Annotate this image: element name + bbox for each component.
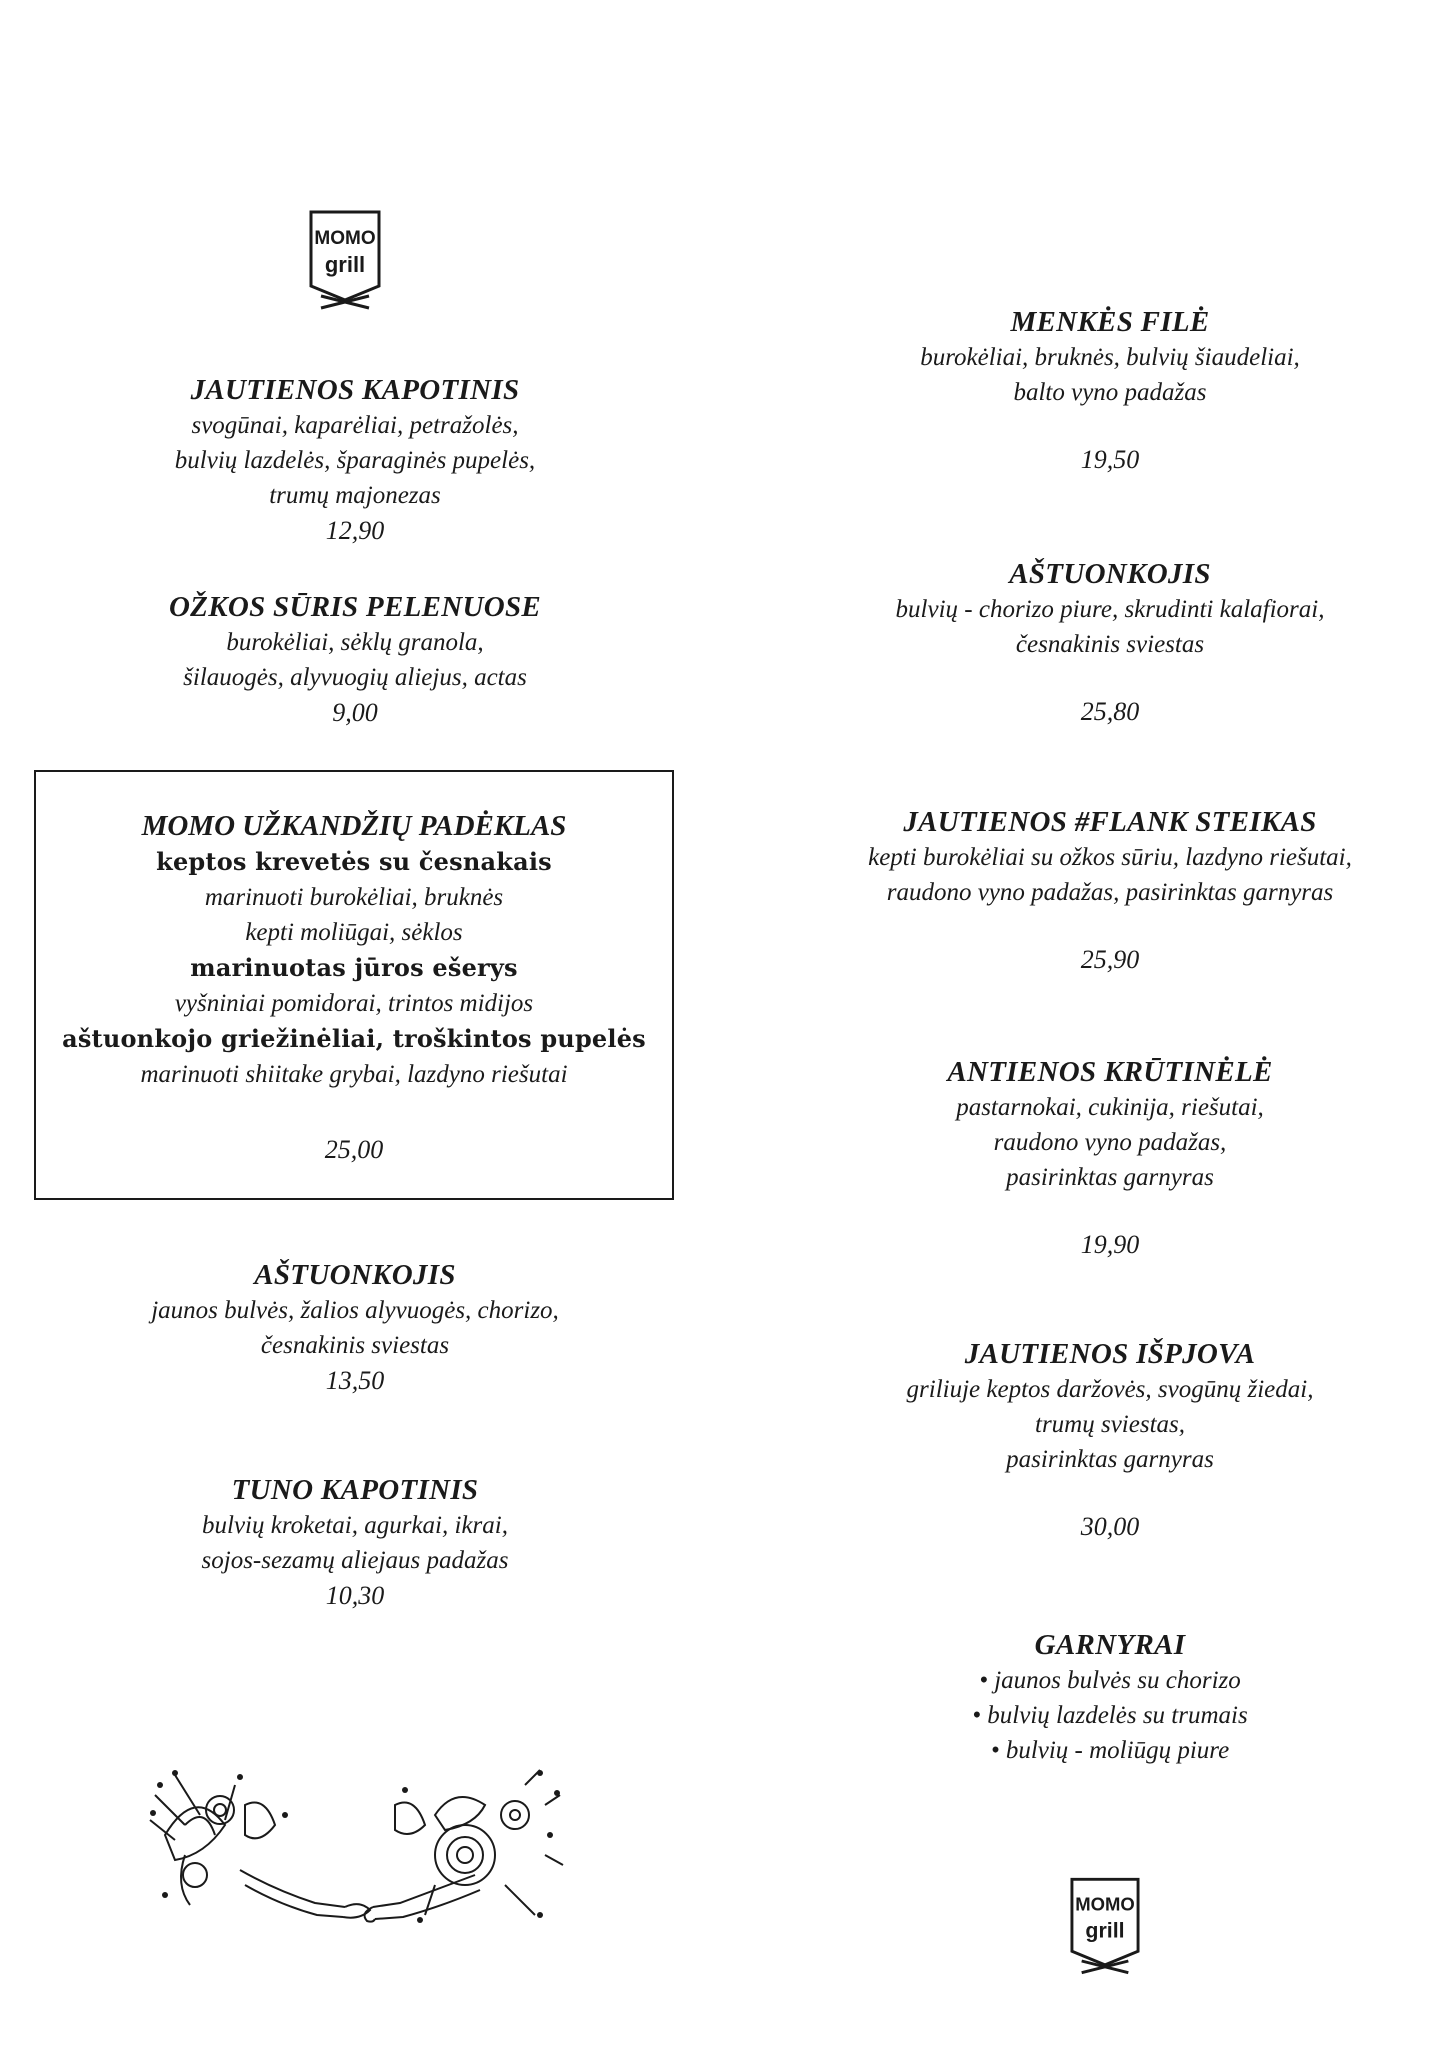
momo-grill-logo-top: [309, 210, 381, 310]
dish-price: 25,80: [1080, 697, 1140, 726]
dish-description: griliuje keptos daržovės, svogūnų žiedai, trumų sviestas, pasirinktas garnyras: [906, 1376, 1314, 1473]
dish-description: bulvių - chorizo piure, skrudinti kalafiorai, česnakinis sviestas: [895, 596, 1325, 658]
platter-item-description: kepti moliūgai, sėklos: [245, 919, 463, 946]
platter-item-description: marinuoti shiitake grybai, lazdyno riešutai: [140, 1061, 568, 1088]
platter-items: [36, 844, 672, 1092]
momo-grill-logo-bottom: [1070, 1877, 1140, 1975]
dish-menkes-file: [840, 304, 1380, 478]
logo-badge-icon: [309, 210, 381, 310]
sides-title: GARNYRAI: [1034, 1629, 1186, 1661]
sides-section: [840, 1627, 1380, 1768]
dish-description: svogūnai, kaparėliai, petražolės, bulvių lazdelės, šparaginės pupelės, trumų majonezas: [174, 412, 536, 509]
dish-name: JAUTIENOS #FLANK STEIKAS: [903, 806, 1317, 838]
dish-description: burokėliai, sėklų granola, šilauogės, alyvuogių aliejus, actas: [183, 629, 527, 691]
dish-description: kepti burokėliai su ožkos sūriu, lazdyno riešutai, raudono vyno padažas, pasirinktas garnyras: [868, 844, 1352, 906]
dish-price: 10,30: [325, 1581, 385, 1610]
sides-list: [840, 1663, 1380, 1768]
dish-ozkos-suris: [90, 589, 620, 731]
dish-description: pastarnokai, cukinija, riešutai, raudono vyno padažas, pasirinktas garnyras: [956, 1094, 1264, 1191]
logo-badge-icon: [1070, 1877, 1140, 1975]
dish-name: AŠTUONKOJIS: [1009, 558, 1211, 590]
dish-jautienos-ispjova: [840, 1336, 1380, 1545]
dish-price: 30,00: [1080, 1512, 1140, 1541]
dish-price: 13,50: [325, 1366, 385, 1395]
platter-item-description: marinuoti burokėliai, bruknės: [204, 884, 504, 911]
dish-price: 19,50: [1080, 445, 1140, 474]
dish-jautienos-kapotinis: [90, 372, 620, 549]
platter-title: MOMO UŽKANDŽIŲ PADĖKLAS: [141, 810, 567, 842]
dish-description: burokėliai, bruknės, bulvių šiaudeliai, balto vyno padažas: [920, 344, 1300, 406]
platter-item-description: vyšniniai pomidorai, trintos midijos: [174, 990, 534, 1017]
platter-item-name: marinuotas jūros ešerys: [190, 953, 518, 982]
list-item: • bulvių lazdelės su trumais: [972, 1702, 1248, 1729]
dish-price: 19,90: [1080, 1230, 1140, 1259]
floral-hands-illustration: [145, 1765, 565, 1935]
svg-text:MOMO: MOMO: [314, 228, 376, 249]
dish-name: TUNO KAPOTINIS: [231, 1474, 479, 1506]
dish-price: 12,90: [325, 516, 385, 545]
platter-item-name: keptos krevetės su česnakais: [156, 847, 552, 876]
dish-antienos-krutinele: [840, 1054, 1380, 1263]
dish-tuno-kapotinis: [90, 1472, 620, 1614]
dish-astuonkojis-left: [90, 1257, 620, 1399]
list-item: • bulvių - moliūgų piure: [990, 1737, 1230, 1764]
dish-price: 25,90: [1080, 945, 1140, 974]
dish-name: OŽKOS SŪRIS PELENUOSE: [168, 591, 542, 623]
dish-description: jaunos bulvės, žalios alyvuogės, chorizo, česnakinis sviestas: [151, 1297, 559, 1359]
dish-name: MENKĖS FILĖ: [1010, 306, 1210, 338]
svg-text:grill: grill: [324, 252, 366, 277]
platter-box: [34, 770, 674, 1200]
dish-name: ANTIENOS KRŪTINĖLĖ: [947, 1056, 1273, 1088]
dish-price: 9,00: [332, 698, 378, 727]
dish-name: JAUTIENOS IŠPJOVA: [964, 1338, 1256, 1370]
svg-text:MOMO: MOMO: [1075, 1893, 1135, 1915]
platter-item-name: aštuonkojo griežinėliai, troškintos pupelės: [62, 1024, 646, 1053]
dish-description: bulvių kroketai, agurkai, ikrai, sojos-sezamų aliejaus padažas: [201, 1512, 509, 1574]
dish-name: AŠTUONKOJIS: [254, 1259, 456, 1291]
svg-text:grill: grill: [1085, 1918, 1125, 1943]
dish-astuonkojis-right: [840, 556, 1380, 730]
dish-flank-steikas: [840, 804, 1380, 978]
platter-price: 25,00: [324, 1135, 384, 1164]
flowers-and-hands-icon: [145, 1765, 565, 1935]
dish-name: JAUTIENOS KAPOTINIS: [190, 374, 520, 406]
list-item: • jaunos bulvės su chorizo: [979, 1667, 1241, 1694]
